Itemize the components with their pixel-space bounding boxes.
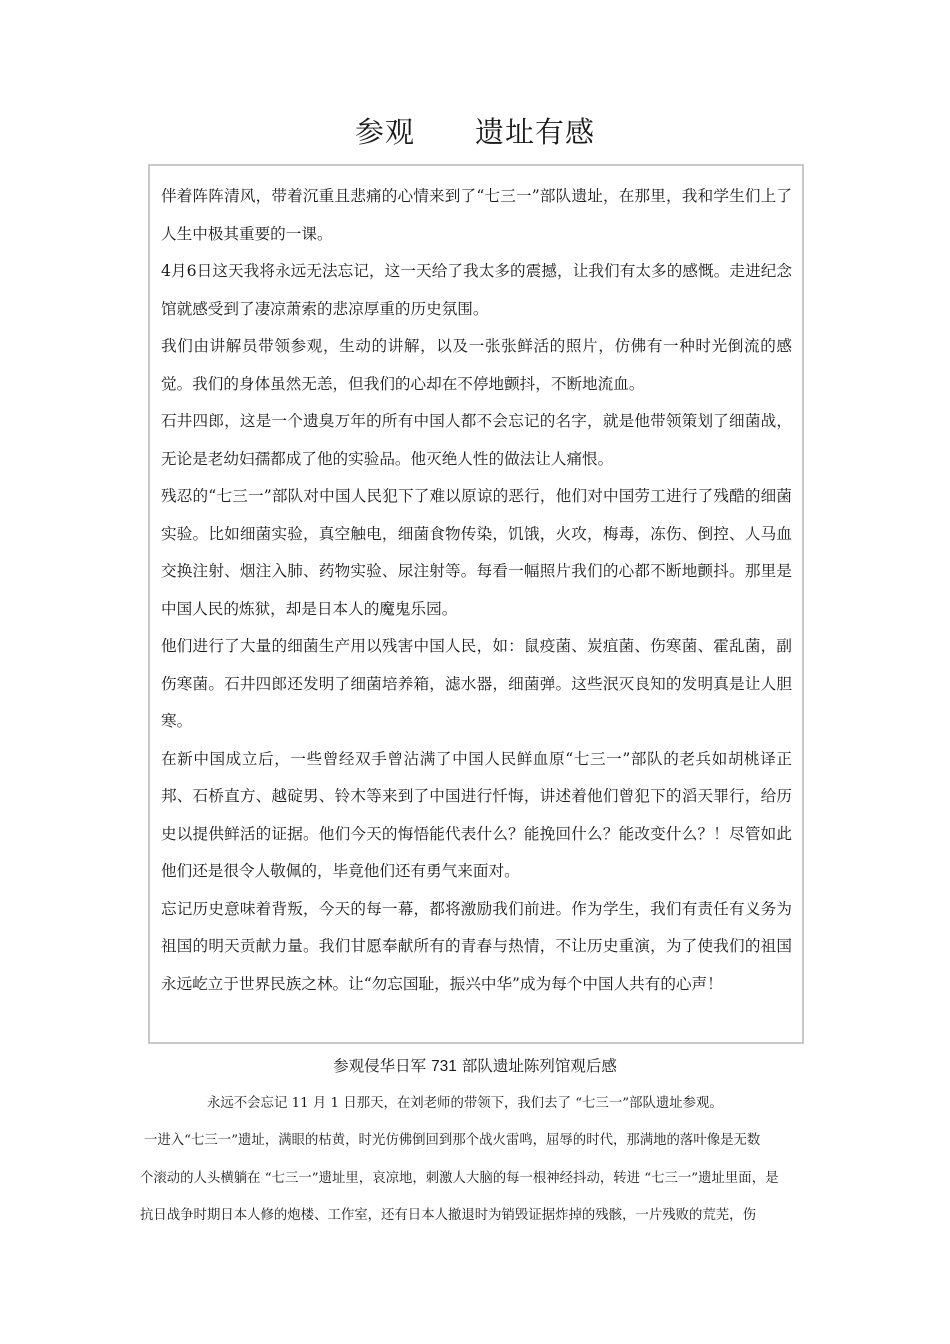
essay-paragraph: 4月6日这天我将永远无法忘记，这一天给了我太多的震撼，让我们有太多的感慨。走进纪念馆就感受到了凄凉萧索的悲凉厚重的历史氛围。 <box>161 262 792 318</box>
essay-paragraph: 石井四郎，这是一个遗臭万年的所有中国人都不会忘记的名字，就是他带领策划了细菌战，无论是老幼妇孺都成了他的实验品。他灭绝人性的做法让人痛恨。 <box>161 412 792 468</box>
second-title-before: 参观侵华日军 <box>333 1057 427 1075</box>
second-article-line: 永远不会忘记 11 月 1 日那天，在刘老师的带领下，我们去了 “七三一”部队遗址参观。 <box>207 1096 723 1111</box>
second-title-number: 731 <box>431 1058 457 1075</box>
essay-paragraph: 在新中国成立后，一些曾经双手曾沾满了中国人民鲜血原“七三一”部队的老兵如胡桃译正邦、石桥直方、越碇男、铃木等来到了中国进行忏悔，讲述着他们曾犯下的滔天罪行，给历史以提供鲜活的证据。他们今天的悔悟能代表什么？能挽回什么？能改变什么？！尽管如此他们还是很令人敬佩的，毕竟他们还有勇气来面对。 <box>161 749 792 880</box>
second-title-after: 部队遗址陈列馆观后感 <box>461 1057 617 1075</box>
second-article-line: 一进入“七三一”遗址，满眼的枯黄，时光仿佛倒回到那个战火雷鸣，屈辱的时代，那满地的落叶像是无数 <box>144 1133 761 1148</box>
second-article-title <box>0 1053 950 1080</box>
essay-paragraph: 他们进行了大量的细菌生产用以残害中国人民，如：鼠疫菌、炭疽菌、伤寒菌、霍乱菌，副伤寒菌。石井四郎还发明了细菌培养箱，滤水器，细菌弹。这些泯灭良知的发明真是让人胆寒。 <box>161 637 792 730</box>
essay-box <box>148 164 804 1044</box>
title-part-left: 参观 <box>354 115 415 149</box>
essay-paragraph: 我们由讲解员带领参观，生动的讲解，以及一张张鲜活的照片，仿佛有一种时光倒流的感觉。我们的身体虽然无恙，但我们的心却在不停地颤抖，不断地流血。 <box>161 337 792 393</box>
essay-paragraph: 残忍的“七三一”部队对中国人民犯下了难以原谅的恶行，他们对中国劳工进行了残酷的细菌实验。比如细菌实验，真空触电，细菌食物传染，饥饿，火攻，梅毒，冻伤、倒控、人马血交换注射、烟注入肺、药物实验、尿注射等。每看一幅照片我们的心都不断地颤抖。那里是中国人民的炼狱，却是日本人的魔鬼乐园。 <box>161 487 792 618</box>
second-article-line: 抗日战争时期日本人修的炮楼、工作室，还有日本人撤退时为销毁证据炸掉的残骸，一片残败的荒芜，伤 <box>140 1208 756 1223</box>
second-article-line: 个滚动的人头横躺在 “七三一”遗址里，哀凉地，刺激人大脑的每一根神经抖动，转进 “七三一”遗址里面，是 <box>140 1171 779 1186</box>
title-part-right: 遗址有感 <box>475 115 596 149</box>
page-title <box>0 110 950 154</box>
essay-paragraph: 忘记历史意味着背叛，今天的每一幕，都将激励我们前进。作为学生，我们有责任有义务为祖国的明天贡献力量。我们甘愿奉献所有的青春与热情，不让历史重演，为了使我们的祖国永远屹立于世界民族之林。让“勿忘国耻，振兴中华”成为每个中国人共有的心声！ <box>161 899 792 993</box>
essay-paragraph: 伴着阵阵清风，带着沉重且悲痛的心情来到了“七三一”部队遗址，在那里，我和学生们上了人生中极其重要的一课。 <box>161 187 792 243</box>
